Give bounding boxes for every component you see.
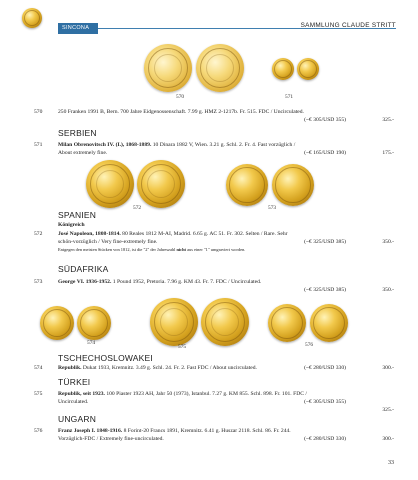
coin-image-576-reverse xyxy=(310,304,348,342)
coin-image-575-obverse xyxy=(150,298,198,346)
coin-image-573-reverse xyxy=(272,164,314,206)
lot-number-573: 573 xyxy=(34,279,43,285)
lot-573-estimate: (~€ 325/USD 385) xyxy=(304,287,346,293)
section-tab-label: SINCONA xyxy=(62,25,90,31)
lot-570-price: 325.- xyxy=(382,117,394,123)
lot-574-price: 300.- xyxy=(382,365,394,371)
lot-571-price: 175.- xyxy=(382,150,394,156)
lot-573-description: George VI. 1936-1952. 1 Pound 1952, Pretoria. 7.96 g. KM 43. Fr. 7. FDC / Uncirculated. xyxy=(58,279,262,285)
lot-571-estimate: (~€ 165/USD 190) xyxy=(304,150,346,156)
coin-thumbnail-header xyxy=(22,8,42,28)
lot-572-price: 350.- xyxy=(382,239,394,245)
lot-576-price: 300.- xyxy=(382,436,394,442)
lot-number-575: 575 xyxy=(34,391,43,397)
country-heading-tuerkei: TÜRKEI xyxy=(58,377,91,387)
lot-572-estimate: (~€ 325/USD 385) xyxy=(304,239,346,245)
page-number: 33 xyxy=(388,460,394,466)
lot-575-price: 325.- xyxy=(382,407,394,413)
lot-576-grade: Vorzüglich-FDC / Extremely fine-uncirculated. xyxy=(58,436,164,442)
coin-label-576: 576 xyxy=(305,342,314,348)
coin-label-575: 575 xyxy=(178,344,187,350)
coin-image-572-reverse xyxy=(137,160,185,208)
lot-number-576: 576 xyxy=(34,428,43,434)
country-heading-tschechoslowakei: TSCHECHOSLOWAKEI xyxy=(58,353,153,363)
coin-label-572: 572 xyxy=(133,205,142,211)
coin-label-573: 573 xyxy=(268,205,277,211)
country-heading-spanien: SPANIEN xyxy=(58,210,97,220)
lot-576-estimate: (~€ 280/USD 330) xyxy=(304,436,346,442)
lot-570-description: 250 Franken 1991 B, Bern. 700 Jahre Eidgenossenschaft. 7.99 g. HMZ 2-1217b. Fr. 515. FDC / Uncirculated. xyxy=(58,109,304,115)
lot-570-estimate: (~€ 305/USD 355) xyxy=(304,117,346,123)
collection-title: SAMMLUNG CLAUDE STRITT xyxy=(300,22,396,29)
country-heading-ungarn: UNGARN xyxy=(58,414,97,424)
lot-571-description: Milan Obrenovitsch IV. (I.), 1868-1889. 10 Dinara 1882 V, Wien. 3.21 g. Schl. 2. Fr. 4. Fast vorzüglich / xyxy=(58,142,296,148)
coin-image-570-reverse xyxy=(196,44,244,92)
coin-label-571: 571 xyxy=(285,94,294,100)
coin-image-573-obverse xyxy=(226,164,268,206)
coin-image-571-obverse xyxy=(272,58,294,80)
coin-image-572-obverse xyxy=(86,160,134,208)
section-tab xyxy=(58,23,98,34)
lot-574-estimate: (~€ 280/USD 330) xyxy=(304,365,346,371)
country-heading-suedafrika: SÜDAFRIKA xyxy=(58,264,109,274)
lot-575-description: Republik, seit 1923. 100 Piaster 1923 AH, Jahr 50 (1973), Istanbul. 7.27 g. KM 855. Schl. 898. Fr. 101. FDC / xyxy=(58,391,307,397)
coin-image-574-reverse xyxy=(77,306,111,340)
lot-number-572: 572 xyxy=(34,231,43,237)
lot-575-estimate: (~€ 305/USD 355) xyxy=(304,399,346,405)
lot-572-grade: schön-vorzüglich / Very fine-extremely fine. xyxy=(58,239,158,245)
lot-573-price: 350.- xyxy=(382,287,394,293)
subheading-koenigreich: Königreich xyxy=(58,222,85,228)
coin-label-570: 570 xyxy=(176,94,185,100)
coin-label-574: 574 xyxy=(87,340,96,346)
coin-image-576-obverse xyxy=(268,304,306,342)
coin-image-575-reverse xyxy=(201,298,249,346)
lot-572-note: Entgegen den meisten Stücken von 1812, ist die "2" der Jahreszahl nicht aus einer "1" umgraviert worden. xyxy=(58,247,246,252)
lot-576-description: Franz Joseph I. 1848-1916. 8 Forint-20 Francs 1891, Kremnitz. 6.41 g. Huszar 2118. Schl. 86. Fr. 244. xyxy=(58,428,291,434)
lot-574-description: Republik. Dukat 1933, Kremnitz. 3.49 g. Schl. 24. Fr. 2. Fast FDC / About uncirculated. xyxy=(58,365,257,371)
lot-572-description: José Napoleon, 1808-1814. 80 Reales 1812 M-AI, Madrid. 6.65 g. AC 51. Fr. 302. Selten / Rare. Sehr xyxy=(58,231,288,237)
lot-571-grade: About extremely fine. xyxy=(58,150,108,156)
lot-575-grade: Uncirculated. xyxy=(58,399,89,405)
coin-image-570-obverse xyxy=(144,44,192,92)
lot-number-571: 571 xyxy=(34,142,43,148)
coin-image-574-obverse xyxy=(40,306,74,340)
lot-number-574: 574 xyxy=(34,365,43,371)
coin-image-571-reverse xyxy=(297,58,319,80)
lot-number-570: 570 xyxy=(34,109,43,115)
country-heading-serbien: SERBIEN xyxy=(58,128,97,138)
